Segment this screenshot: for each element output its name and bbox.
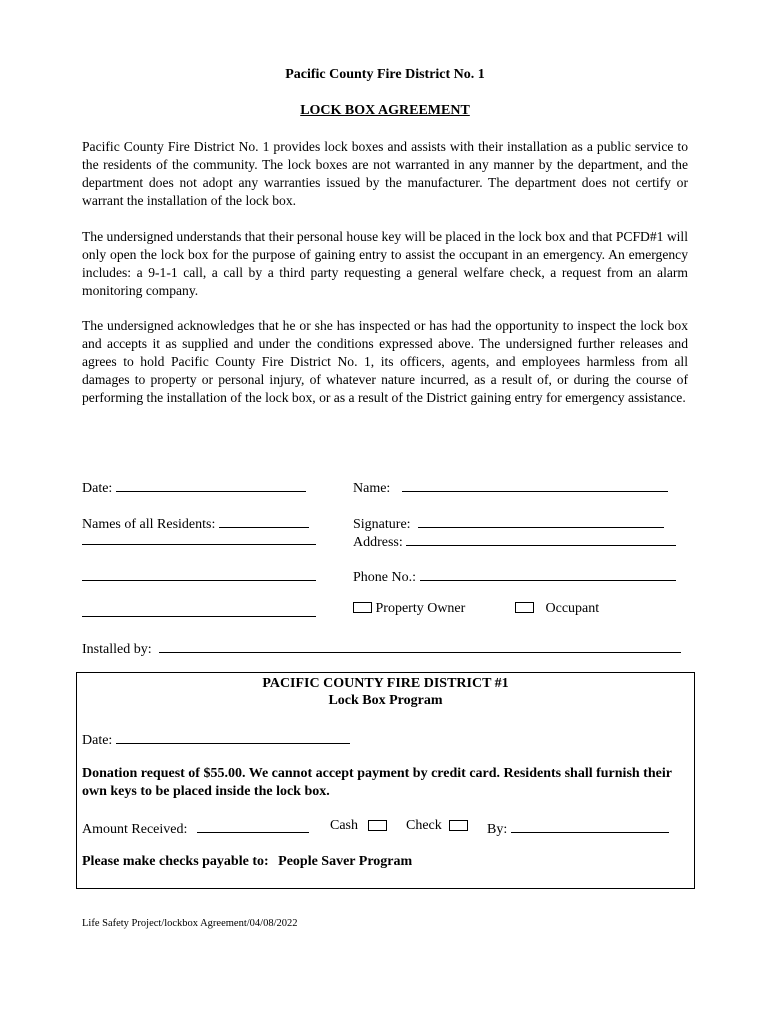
date-line[interactable] xyxy=(116,477,306,492)
residents-label: Names of all Residents: xyxy=(82,517,216,532)
name-field[interactable] xyxy=(353,477,668,497)
date-field[interactable] xyxy=(82,477,306,497)
payable-to: People Saver Program xyxy=(278,854,413,869)
phone-line[interactable] xyxy=(420,566,676,581)
name-label: Name: xyxy=(353,481,391,496)
office-box-heading: PACIFIC COUNTY FIRE DISTRICT #1 xyxy=(262,676,509,691)
signature-label: Signature: xyxy=(353,517,411,532)
residents-line-1[interactable] xyxy=(219,513,309,528)
occupant-label: Occupant xyxy=(545,601,600,616)
property-owner-checkbox[interactable] xyxy=(353,602,372,613)
check-checkbox[interactable] xyxy=(449,820,468,831)
address-field[interactable] xyxy=(353,531,676,551)
name-line[interactable] xyxy=(402,477,668,492)
residents-line-3[interactable] xyxy=(82,566,316,581)
office-date-field[interactable] xyxy=(82,729,350,749)
paragraph-release: The undersigned acknowledges that he or she has inspected or has had the opportunity to inspect the lock box and accepts it as supplied and under the conditions expressed above. The undersigned further releases and agrees to hold Pacific County Fire District No. 1, its officers, agents, and employees harmless from all damages to property or personal injury, of whatever nature incurred, as a result of, or during the course of performing the installation of the lock box, or as a result of the District gaining entry for emergency assistance. xyxy=(82,318,688,405)
payable-label: Please make checks payable to: xyxy=(82,854,269,869)
residents-line-2[interactable] xyxy=(82,530,316,545)
office-date-line[interactable] xyxy=(116,729,350,744)
paragraph-key-use: The undersigned understands that their personal house key will be placed in the lock box and that PCFD#1 will only open the lock box for the purpose of gaining entry to assist the occupant in an emergency. An emergency includes: a 9-1-1 call, a call by a third party requesting a general welfare check, a request from an alarm monitoring company. xyxy=(82,229,688,298)
date-label: Date: xyxy=(82,481,113,496)
property-owner-label: Property Owner xyxy=(375,601,466,616)
document-footer: Life Safety Project/lockbox Agreement/04/08/2022 xyxy=(82,918,298,929)
phone-field[interactable] xyxy=(353,566,676,586)
cash-checkbox[interactable] xyxy=(368,820,387,831)
by-line[interactable] xyxy=(511,818,669,833)
signature-field[interactable] xyxy=(353,513,664,533)
phone-label: Phone No.: xyxy=(353,570,416,585)
org-title: Pacific County Fire District No. 1 xyxy=(285,67,485,82)
amount-received-line[interactable] xyxy=(197,818,309,833)
by-label: By: xyxy=(487,822,508,837)
check-option[interactable] xyxy=(406,818,468,834)
by-field[interactable] xyxy=(487,818,669,838)
amount-received-label: Amount Received: xyxy=(82,822,188,837)
occupant-option[interactable] xyxy=(515,601,599,617)
office-box-subheading: Lock Box Program xyxy=(328,693,443,708)
installed-by-line[interactable] xyxy=(159,638,681,653)
amount-received-field[interactable] xyxy=(82,818,309,838)
payable-row xyxy=(82,854,412,870)
cash-label: Cash xyxy=(330,818,358,833)
property-owner-option[interactable] xyxy=(353,601,465,617)
residents-line-4[interactable] xyxy=(82,602,316,617)
signature-line[interactable] xyxy=(418,513,664,528)
address-label: Address: xyxy=(353,535,403,550)
office-date-label: Date: xyxy=(82,733,113,748)
donation-notice: Donation request of $55.00. We cannot accept payment by credit card. Residents shall furnish their own keys to be placed inside the lock box. xyxy=(82,766,672,799)
cash-option[interactable] xyxy=(330,818,387,834)
installed-by-label: Installed by: xyxy=(82,642,152,657)
check-label: Check xyxy=(406,818,442,833)
installed-by-field[interactable] xyxy=(82,638,681,658)
paragraph-service: Pacific County Fire District No. 1 provides lock boxes and assists with their installation as a public service to the residents of the community. The lock boxes are not warranted in any manner by the department, and the department does not adopt any warranties issued by the manufacturer. The department does not certify or warrant the installation of the lock box. xyxy=(82,139,688,208)
address-line[interactable] xyxy=(406,531,676,546)
agreement-title: LOCK BOX AGREEMENT xyxy=(300,103,470,118)
occupant-checkbox[interactable] xyxy=(515,602,534,613)
